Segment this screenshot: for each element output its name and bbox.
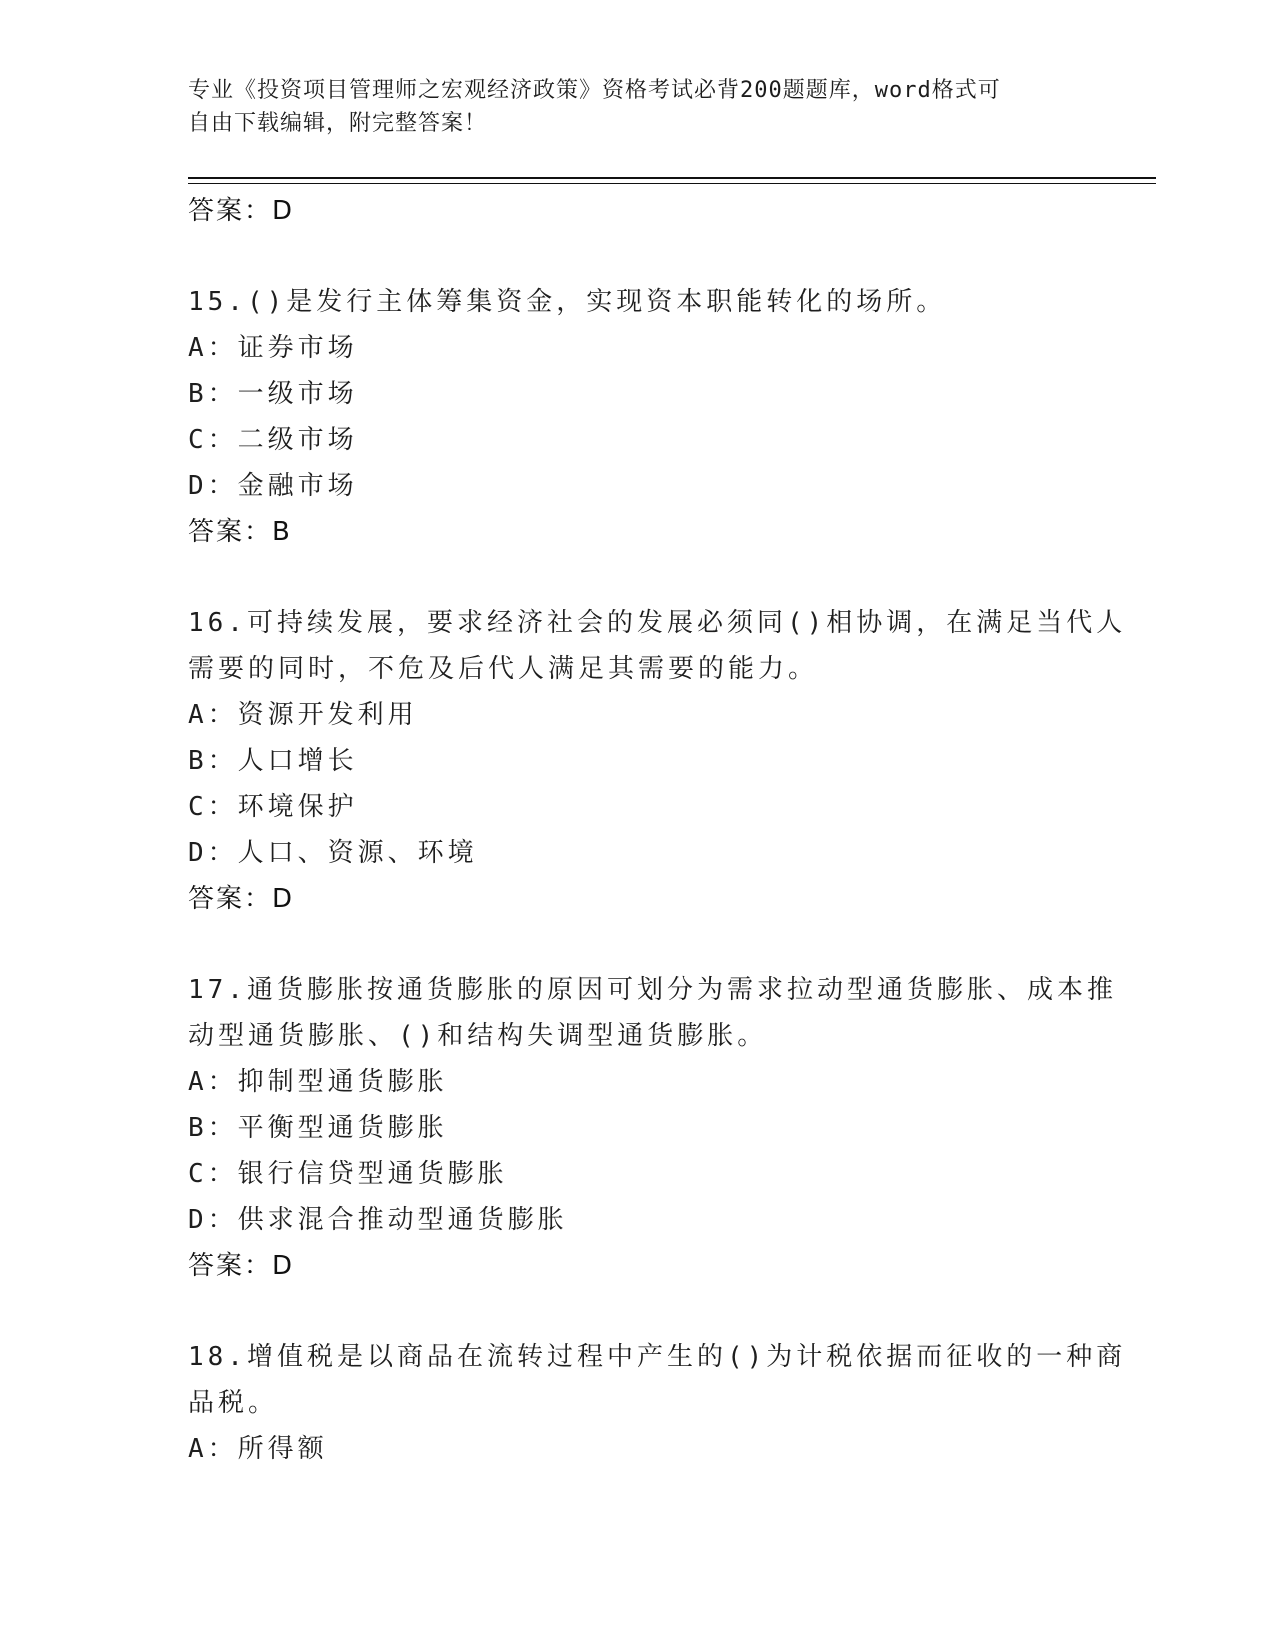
option-d: D：金融市场	[188, 471, 358, 501]
document-header	[188, 74, 1088, 140]
header-line-2: 自由下载编辑，附完整答案！	[188, 111, 488, 136]
spacer	[188, 234, 1088, 279]
question-text-continued: 需要的同时，不危及后代人满足其需要的能力。	[188, 654, 819, 684]
option-a: A：所得额	[188, 1434, 328, 1464]
answer: 答案：B	[188, 517, 292, 547]
option-a: A：抑制型通货膨胀	[188, 1067, 448, 1097]
question-text: 15.()是发行主体筹集资金，实现资本职能转化的场所。	[188, 287, 947, 317]
answer: 答案：D	[188, 884, 295, 914]
option-d: D：人口、资源、环境	[188, 838, 478, 868]
question-text: 18.增值税是以商品在流转过程中产生的()为计税依据而征收的一种商	[188, 1342, 1127, 1372]
option-c: C：环境保护	[188, 792, 358, 822]
spacer	[188, 555, 1088, 600]
header-rule-thin	[188, 183, 1156, 184]
question-text-continued: 动型通货膨胀、()和结构失调型通货膨胀。	[188, 1021, 768, 1051]
option-b: B：平衡型通货膨胀	[188, 1113, 448, 1143]
previous-answer: 答案：D	[188, 196, 295, 226]
option-c: C：银行信贷型通货膨胀	[188, 1159, 508, 1189]
question-list	[188, 188, 1127, 1472]
option-a: A：证券市场	[188, 333, 358, 363]
header-rule-thick	[188, 177, 1156, 179]
option-a: A：资源开发利用	[188, 700, 418, 730]
option-c: C：二级市场	[188, 425, 358, 455]
question-18	[188, 1334, 1127, 1472]
option-b: B：人口增长	[188, 746, 358, 776]
answer: 答案：D	[188, 1251, 295, 1281]
option-d: D：供求混合推动型通货膨胀	[188, 1205, 568, 1235]
question-15	[188, 279, 1088, 555]
question-text: 17.通货膨胀按通货膨胀的原因可划分为需求拉动型通货膨胀、成本推	[188, 975, 1117, 1005]
spacer	[188, 922, 1088, 967]
spacer	[188, 1289, 1088, 1334]
question-17	[188, 967, 1117, 1289]
header-line-1: 专业《投资项目管理师之宏观经济政策》资格考试必背200题题库，word格式可	[188, 78, 1001, 103]
question-text-continued: 品税。	[188, 1388, 279, 1418]
question-16	[188, 600, 1127, 922]
option-b: B：一级市场	[188, 379, 358, 409]
question-text: 16.可持续发展，要求经济社会的发展必须同()相协调，在满足当代人	[188, 608, 1127, 638]
